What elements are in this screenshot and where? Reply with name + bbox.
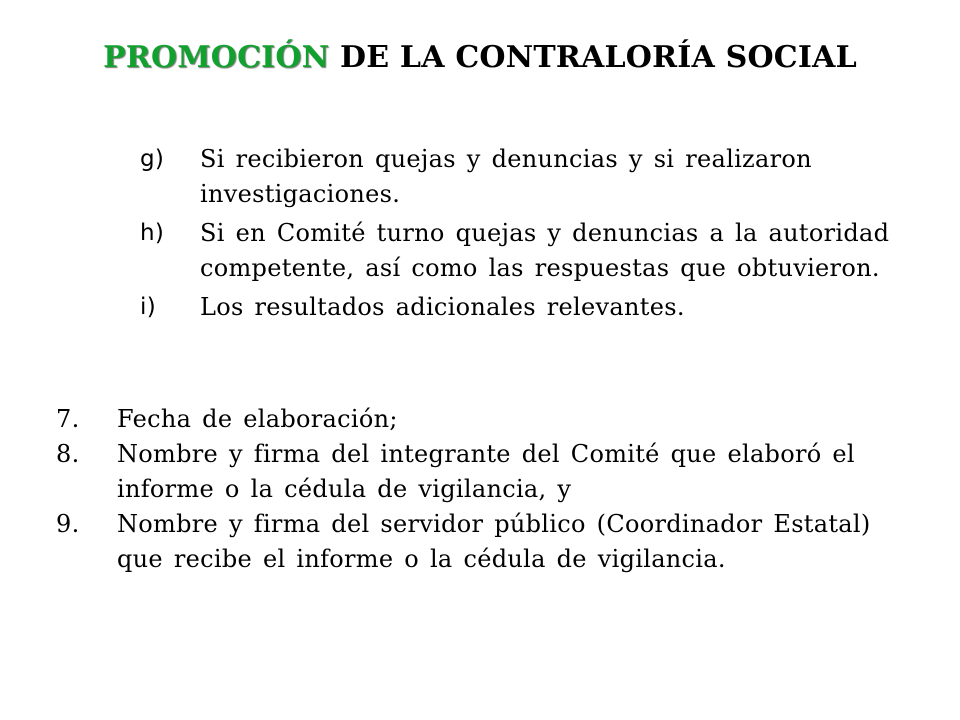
list-item: [140, 142, 900, 212]
title-rest: DE LA CONTRALORÍA SOCIAL: [329, 40, 857, 75]
item-marker: 8.: [56, 440, 80, 468]
list-item: [56, 437, 916, 507]
item-text: Si recibieron quejas y denuncias y si realizaron investigaciones.: [200, 145, 812, 208]
item-text: Si en Comité turno quejas y denuncias a la autoridad competente, así como las respuestas que obtuvieron.: [200, 219, 890, 282]
list-item: [56, 507, 916, 577]
item-text: Nombre y firma del integrante del Comité que elaboró el informe o la cédula de vigilancia, y: [117, 440, 855, 503]
list-item: [140, 290, 900, 325]
sub-item-list: [140, 142, 900, 329]
item-text: Los resultados adicionales relevantes.: [200, 293, 685, 321]
item-text: Fecha de elaboración;: [117, 405, 398, 433]
item-marker: 7.: [56, 405, 80, 433]
item-marker: i): [140, 294, 156, 320]
item-marker: g): [140, 146, 165, 172]
item-marker: 9.: [56, 510, 80, 538]
item-marker: h): [140, 220, 165, 246]
title-accent: PROMOCIÓN: [103, 40, 330, 75]
list-item: [56, 402, 916, 437]
slide-title: [0, 40, 960, 76]
list-item: [140, 216, 900, 286]
item-text: Nombre y firma del servidor público (Coordinador Estatal) que recibe el informe o la cédula de vigilancia.: [117, 510, 871, 573]
main-item-list: [56, 402, 916, 577]
